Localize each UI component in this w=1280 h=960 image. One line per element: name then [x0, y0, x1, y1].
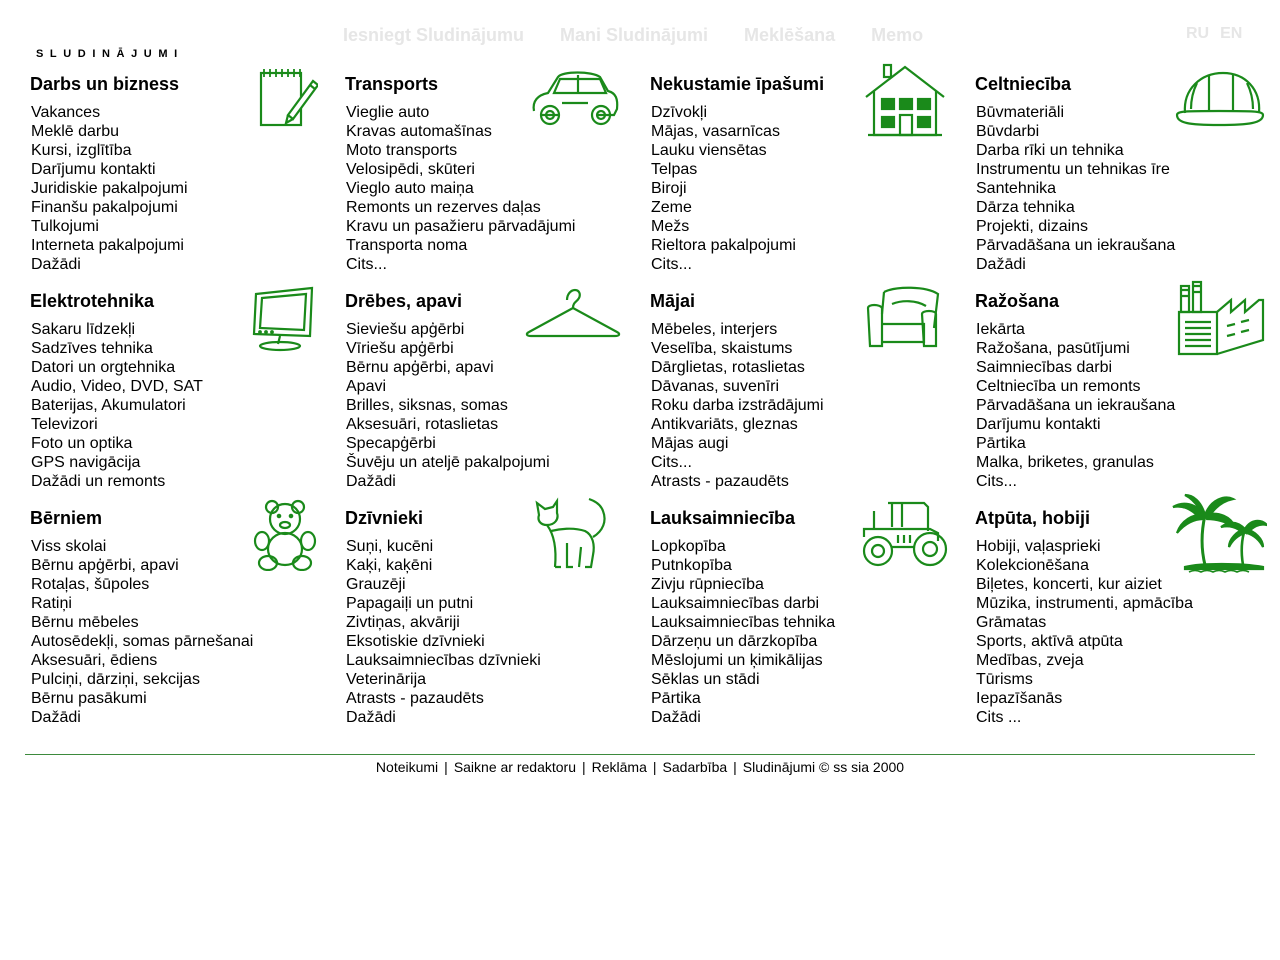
category-link[interactable]: Zeme — [651, 199, 692, 216]
category-list — [651, 103, 950, 274]
category-link[interactable]: Remonts un rezerves daļas — [346, 199, 541, 216]
category-title[interactable]: Darbs un bizness — [30, 74, 180, 94]
category-link[interactable]: Autosēdekļi, somas pārnešanai — [31, 633, 254, 650]
category-link[interactable]: Lauksaimniecības tehnika — [651, 614, 836, 631]
category-link[interactable]: Datori un orgtehnika — [31, 359, 176, 376]
category-link[interactable]: Mežs — [651, 218, 690, 235]
category-link[interactable]: Mājas augi — [651, 435, 729, 452]
category-title[interactable]: Bērniem — [30, 508, 103, 528]
category-link[interactable]: Mājas, vasarnīcas — [651, 123, 780, 140]
footer-separator: | — [733, 759, 737, 775]
category-link[interactable]: Kaķi, kaķēni — [346, 557, 433, 574]
category-link[interactable]: Televizori — [31, 416, 98, 433]
category-link[interactable]: Cits... — [651, 454, 692, 471]
nav-search[interactable]: Meklēšana — [744, 25, 836, 45]
category-elektrotehnika — [30, 290, 330, 491]
category-link[interactable]: Tūrisms — [976, 671, 1033, 688]
category-link[interactable]: Medības, zveja — [976, 652, 1084, 669]
top-navigation — [343, 25, 959, 46]
category-link[interactable]: Dāvanas, suvenīri — [651, 378, 780, 395]
category-link[interactable]: Pārtika — [651, 690, 701, 707]
category-list — [346, 537, 645, 727]
category-link[interactable]: Malka, briketes, granulas — [976, 454, 1154, 471]
footer-separator: | — [652, 759, 657, 775]
category-link[interactable]: Cits... — [651, 256, 692, 273]
nav-memo[interactable]: Memo — [871, 25, 924, 45]
category-link[interactable]: Vīriešu apģērbi — [346, 340, 454, 357]
category-list — [31, 537, 330, 727]
category-darbs-un-bizness — [30, 73, 330, 274]
nav-my-ads[interactable]: Mani Sludinājumi — [560, 25, 709, 45]
category-link[interactable]: Dārglietas, rotaslietas — [651, 359, 805, 376]
category-link[interactable]: Transporta noma — [346, 237, 468, 254]
category-link[interactable]: Biroji — [651, 180, 687, 197]
category-link[interactable]: Mūzika, instrumenti, apmācība — [976, 595, 1193, 612]
lang-en[interactable]: EN — [1220, 25, 1243, 42]
category-link[interactable]: Lopkopība — [651, 538, 726, 555]
footer-copyright[interactable]: Sludinājumi © ss sia 2000 — [742, 759, 905, 775]
category-link[interactable]: Zivtiņas, akvāriji — [346, 614, 460, 631]
category-link[interactable]: Pārtika — [976, 435, 1026, 452]
category-link[interactable]: Dzīvokļi — [651, 104, 708, 121]
category-link[interactable]: Veterinārija — [346, 671, 427, 688]
category-link[interactable]: Ražošana, pasūtījumi — [976, 340, 1130, 357]
category-link[interactable]: Cits... — [346, 256, 387, 273]
category-list — [976, 537, 1275, 727]
category-link[interactable]: Finanšu pakalpojumi — [31, 199, 178, 216]
category-link[interactable]: Velosipēdi, skūteri — [346, 161, 475, 178]
category-link[interactable]: Juridiskie pakalpojumi — [31, 180, 188, 197]
category-link[interactable]: Celtniecība un remonts — [976, 378, 1141, 395]
category-list — [346, 320, 645, 491]
footer-link-advertising[interactable]: Reklāma — [591, 759, 647, 775]
category-link[interactable]: Brilles, siksnas, somas — [346, 397, 508, 414]
category-link[interactable]: Atrasts - pazaudēts — [651, 473, 789, 490]
category-link[interactable]: Hobiji, vaļasprieki — [976, 538, 1101, 555]
category-link[interactable]: Baterijas, Akumulatori — [31, 397, 186, 414]
category-link[interactable]: Vakances — [31, 104, 101, 121]
category-link[interactable]: Bērnu apģērbi, apavi — [346, 359, 494, 376]
category-link[interactable]: Cits ... — [976, 709, 1022, 726]
category-nekustamie-ipasumi — [650, 73, 950, 274]
category-list — [31, 103, 330, 274]
category-title[interactable]: Celtniecība — [975, 74, 1072, 94]
category-list — [346, 103, 645, 274]
category-link[interactable]: Sports, aktīvā atpūta — [976, 633, 1123, 650]
category-link[interactable]: Eksotiskie dzīvnieki — [346, 633, 485, 650]
category-title[interactable]: Dzīvnieki — [345, 508, 424, 528]
category-link[interactable]: Iepazīšanās — [976, 690, 1063, 707]
category-link[interactable]: Bērnu apģērbi, apavi — [31, 557, 179, 574]
category-link[interactable]: Vieglo auto maiņa — [346, 180, 474, 197]
category-list — [651, 537, 950, 727]
category-link[interactable]: Aksesuāri, ēdiens — [31, 652, 158, 669]
category-link[interactable]: Apavi — [346, 378, 387, 395]
category-list — [976, 320, 1275, 491]
category-title[interactable]: Transports — [345, 74, 439, 94]
category-link[interactable]: Dažādi — [651, 709, 701, 726]
category-link[interactable]: Darījumu kontakti — [976, 416, 1101, 433]
category-atputa-hobiji — [975, 507, 1275, 727]
category-link[interactable]: Darba rīki un tehnika — [976, 142, 1124, 159]
lang-ru[interactable]: RU — [1186, 25, 1210, 42]
category-majai — [650, 290, 950, 491]
footer-link-contact-editor[interactable]: Saikne ar redaktoru — [453, 759, 576, 775]
footer-divider — [25, 754, 1255, 755]
category-link[interactable]: Pulciņi, dārziņi, sekcijas — [31, 671, 200, 688]
category-link[interactable]: Dažādi — [346, 473, 396, 490]
category-title[interactable]: Drēbes, apavi — [345, 291, 463, 311]
category-title[interactable]: Ražošana — [975, 291, 1060, 311]
category-link[interactable]: Pārvadāšana un iekraušana — [976, 397, 1176, 414]
category-link[interactable]: Tulkojumi — [31, 218, 99, 235]
category-link[interactable]: Dažādi — [31, 709, 81, 726]
footer-link-cooperation[interactable]: Sadarbība — [662, 759, 728, 775]
category-link[interactable]: Bērnu mēbeles — [31, 614, 139, 631]
category-link[interactable]: Darījumu kontakti — [31, 161, 156, 178]
category-link[interactable]: Sēklas un stādi — [651, 671, 760, 688]
category-link[interactable]: Dažādi — [346, 709, 396, 726]
category-link[interactable]: Papagaiļi un putni — [346, 595, 474, 612]
category-link[interactable]: Kursi, izglītība — [31, 142, 132, 159]
category-list — [31, 320, 330, 491]
category-link[interactable]: Rotaļas, šūpoles — [31, 576, 150, 593]
category-link[interactable]: Santehnika — [976, 180, 1057, 197]
category-link[interactable]: Grāmatas — [976, 614, 1047, 631]
category-lauksaimnieciba — [650, 507, 950, 727]
category-link[interactable]: Cits... — [976, 473, 1017, 490]
category-drebes-apavi — [345, 290, 645, 491]
footer-separator: | — [582, 759, 586, 775]
footer-separator: | — [444, 759, 448, 775]
category-link[interactable]: Grauzēji — [346, 576, 406, 593]
category-link[interactable]: Būvdarbi — [976, 123, 1040, 140]
category-link[interactable]: Veselība, skaistums — [651, 340, 793, 357]
category-title[interactable]: Lauksaimniecība — [650, 508, 796, 528]
category-link[interactable]: Pārvadāšana un iekraušana — [976, 237, 1176, 254]
category-link[interactable]: Biļetes, koncerti, kur aiziet — [976, 576, 1162, 593]
category-link[interactable]: Ratiņi — [31, 595, 72, 612]
nav-submit-ad[interactable]: Iesniegt Sludinājumu — [343, 25, 525, 45]
category-link[interactable]: Dažādi un remonts — [31, 473, 166, 490]
category-link[interactable]: Vieglie auto — [346, 104, 430, 121]
category-razosana — [975, 290, 1275, 491]
category-link[interactable]: Dažādi — [31, 256, 81, 273]
category-link[interactable]: Mēbeles, interjers — [651, 321, 778, 338]
category-link[interactable]: Roku darba izstrādājumi — [651, 397, 824, 414]
category-link[interactable]: Sadzīves tehnika — [31, 340, 153, 357]
category-list — [976, 103, 1275, 274]
category-dzivnieki — [345, 507, 645, 727]
category-link[interactable]: Dārza tehnika — [976, 199, 1075, 216]
category-link[interactable]: Projekti, dizains — [976, 218, 1089, 235]
category-link[interactable]: Telpas — [651, 161, 698, 178]
category-title[interactable]: Elektrotehnika — [30, 291, 155, 311]
category-link[interactable]: Moto transports — [346, 142, 458, 159]
category-link[interactable]: Dārzeņu un dārzkopība — [651, 633, 818, 650]
category-title[interactable]: Nekustamie īpašumi — [650, 74, 825, 94]
category-link[interactable]: Antikvariāts, gleznas — [651, 416, 798, 433]
category-link[interactable]: Kravas automašīnas — [346, 123, 492, 140]
category-link[interactable]: Lauksaimniecības dzīvnieki — [346, 652, 541, 669]
category-link[interactable]: Audio, Video, DVD, SAT — [31, 378, 203, 395]
category-link[interactable]: Sakaru līdzekļi — [31, 321, 136, 338]
category-link[interactable]: Meklē darbu — [31, 123, 120, 140]
category-link[interactable]: Bērnu pasākumi — [31, 690, 147, 707]
category-celtnieciba — [975, 73, 1275, 274]
category-link[interactable]: Sieviešu apģērbi — [346, 321, 465, 338]
category-link[interactable]: Saimniecības darbi — [976, 359, 1113, 376]
category-link[interactable]: Mēslojumi un ķimikālijas — [651, 652, 823, 669]
category-link[interactable]: Viss skolai — [31, 538, 107, 555]
footer — [0, 759, 1280, 775]
category-link[interactable]: Kolekcionēšana — [976, 557, 1089, 574]
category-list — [651, 320, 950, 491]
category-berniem — [30, 507, 330, 727]
category-link[interactable]: Iekārta — [976, 321, 1025, 338]
site-logo[interactable]: SLUDINĀJUMI — [36, 48, 184, 60]
category-link[interactable]: Dažādi — [976, 256, 1026, 273]
category-link[interactable]: GPS navigācija — [31, 454, 141, 471]
category-link[interactable]: Putnkopība — [651, 557, 732, 574]
category-link[interactable]: Interneta pakalpojumi — [31, 237, 184, 254]
category-link[interactable]: Šuvēju un ateljē pakalpojumi — [346, 454, 550, 471]
category-link[interactable]: Kravu un pasažieru pārvadājumi — [346, 218, 576, 235]
category-link[interactable]: Būvmateriāli — [976, 104, 1065, 121]
category-link[interactable]: Instrumentu un tehnikas īre — [976, 161, 1170, 178]
category-title[interactable]: Mājai — [650, 291, 696, 311]
category-title[interactable]: Atpūta, hobiji — [975, 508, 1090, 528]
category-link[interactable]: Aksesuāri, rotaslietas — [346, 416, 499, 433]
language-switcher — [1186, 25, 1253, 43]
category-link[interactable]: Specapģērbi — [346, 435, 436, 452]
category-link[interactable]: Suņi, kucēni — [346, 538, 434, 555]
category-link[interactable]: Lauksaimniecības darbi — [651, 595, 820, 612]
footer-link-rules[interactable]: Noteikumi — [375, 759, 439, 775]
category-link[interactable]: Lauku viensētas — [651, 142, 767, 159]
category-link[interactable]: Atrasts - pazaudēts — [346, 690, 484, 707]
category-transports — [345, 73, 645, 274]
category-link[interactable]: Foto un optika — [31, 435, 133, 452]
category-link[interactable]: Zivju rūpniecība — [651, 576, 764, 593]
category-link[interactable]: Rieltora pakalpojumi — [651, 237, 796, 254]
